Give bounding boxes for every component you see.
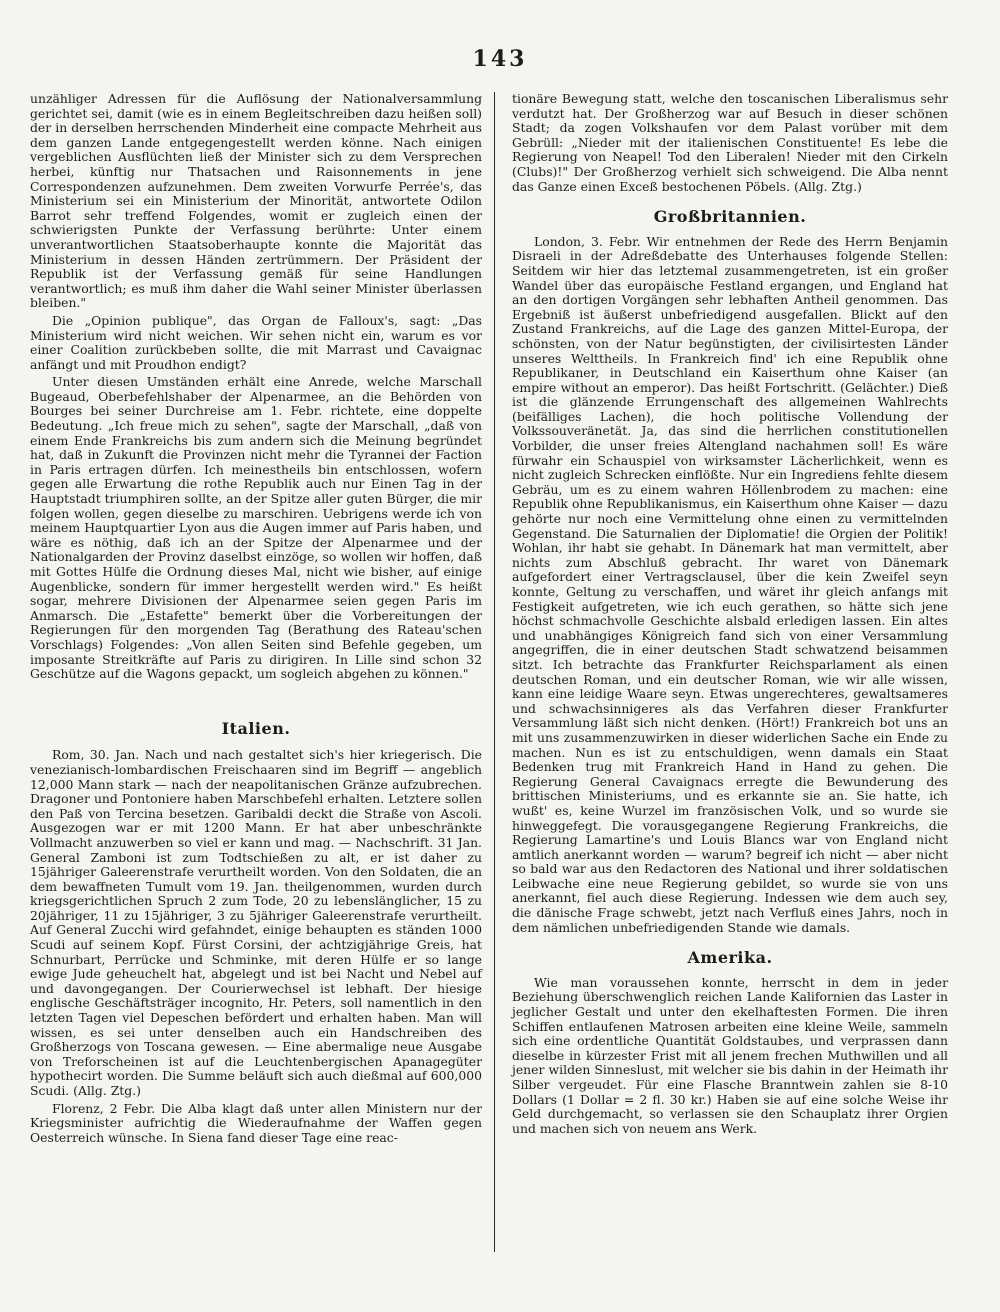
article-paragraph: London, 3. Febr. Wir entnehmen der Rede des Herrn Benjamin Disraeli in der Adreßdebatte des Unterhauses folgende Stellen: Seitdem wir hier das letztemal zusammengetreten, ist ein großer Wandel über das europäische Festland ergangen, und England hat an den dortigen Vorgängen sehr lebhaften Antheil genommen. Das Ergebniß ist äußerst unbefriedigend ausgefallen. Blickt auf den Zustand Frankreichs, auf die Lage des ganzen Mittel-Europa, der schönsten, von der Natur begünstigten, der civilisirtesten Länder unseres Welttheils. In Frankreich find' ich eine Republik ohne Republikaner, in Deutschland ein Kaiserthum ohne Kaiser (an empire without an emperor). Das heißt Fortschritt. (Gelächter.) Dieß ist die glänzende Errungenschaft des allgemeinen Wahlrechts (beifälliges Lachen), die hoch politische Vollendung der Volkssouveränetät. Ja, das sind die herrlichen constitutionellen Vorbilder, die unser freies Altengland nachahmen soll! Es wäre fürwahr ein Schauspiel von wirksamster Lächerlichkeit, wenn es nicht zugleich Schrecken einflößte. Nur ein Ingrediens fehlte diesem Gebräu, um es zu einem wahren Höllenbrodem zu machen: eine Republik ohne Republikanismus, ein Kaiserthum ohne Kaiser — dazu gehörte nur noch eine Vermittelung ohne einen zu vermittelnden Gegenstand. Die Saturnalien der Diplomatie! die Orgien der Politik! Wohlan, ihr habt sie gehabt. In Dänemark hat man vermittelt, aber nichts zum Abschluß gebracht. Ihr waret von Dänemark aufgefordert einer Vertragsclausel, über die kein Zweifel seyn konnte, Geltung zu verschaffen, und wäret ihr gleich anfangs mit Festigkeit aufgetreten, wie ich euch gerathen, so hätte sich jene höchst schmachvolle Geschichte alsbald erledigen lassen. Ein altes und unabhängiges Königreich fand sich von einer Versammlung angegriffen, die in einer deutschen Stadt schwatzend beisammen sitzt. Ich betrachte das Frankfurter Reichsparlament als einen deutschen Roman, und ein deutscher Roman, wie wir alle wissen, kann eine leidige Waare seyn. Etwas ungerechteres, gewaltsameres und schwachsinnigeres als das Verfahren dieser Frankfurter Versammlung läßt sich nicht denken. (Hört!) Frankreich bot uns an mit uns zusammenzuwirken in dieser widerlichen Sache ein Ende zu machen. Nun es ist zu entschuldigen, wenn damals ein Staat Bedenken trug mit Frankreich Hand in Hand zu gehen. Die Regierung General Cavaignacs erregte die Bewunderung des brittischen Ministeriums, und es erkannte sie an. Sie hatte, ich wußt' es, keine Wurzel im französischen Volk, und so wurde sie hinweggefegt. Die vorausgegangene Regierung Frankreichs, die Regierung Lamartine's und Louis Blancs war von England nicht amtlich anerkannt worden — warum? begreif ich nicht — aber nicht so bald war aus den Redactoren des National und ihrer soldatischen Leibwache eine neue Regierung gebildet, so wurde sie von uns anerkannt, fiel auch diese Regierung. Indessen wie dem auch sey, die dänische Frage schwebt, jetzt nach Verfluß eines Jahrs, noch in dem nämlichen unbefriedigenden Stande wie damals. <box>512 233 948 935</box>
article-paragraph: tionäre Bewegung statt, welche den toscanischen Liberalismus sehr verdutzt hat. Der Großherzog war auf Besuch in dieser schönen Stadt; da zogen Volkshaufen vor dem Palast vorüber mit dem Gebrüll: „Nieder mit der italienischen Constituente! Es lebe die Regierung von Neapel! Tod den Liberalen! Nieder mit den Cirkeln (Clubs)!" Der Großherzog verhielt sich schweigend. Die Alba nennt das Ganze einen Exceß bestochenen Pöbels. (Allg. Ztg.) <box>512 91 948 194</box>
article-paragraph: unzähliger Adressen für die Auflösung der Nationalversammlung gerichtet sei, damit (wie es in einem Begleitschreiben dazu heißen soll) der in derselben herrschenden Minderheit eine compacte Mehrheit aus dem ganzen Lande entgegengestellt werden könne. Nach einigen vergeblichen Ausflüchten ließ der Minister sich zu dem Versprechen herbei, künftig nur Thatsachen und Raisonnements in jene Correspondenzen aufzunehmen. Dem zweiten Vorwurfe Perrée's, das Ministerium sei ein Ministerium der Minorität, antwortete Odilon Barrot sehr treffend Folgendes, womit er zugleich einen der schwierigsten Punkte der Verfassung berührte: Unter einem unverantwortlichen Staatsoberhaupte konnte die Majorität das Ministerium in dessen Händen zertrümmern. Der Präsident der Republik ist der Verfassung gemäß für seine Handlungen verantwortlich; es muß ihm daher die Wahl seiner Minister überlassen bleiben." <box>30 91 482 311</box>
left-column <box>30 92 482 1148</box>
section-heading-amerika: Amerika. <box>687 948 773 968</box>
article-paragraph: Florenz, 2 Febr. Die Alba klagt daß unter allen Ministern nur der Kriegsminister aufrichtig die Wiederaufnahme der Waffen gegen Oesterreich wünsche. In Siena fand dieser Tage eine reac- <box>30 1100 482 1145</box>
article-paragraph: Wie man voraussehen konnte, herrscht in dem in jeder Beziehung überschwenglich reichen Lande Kalifornien das Laster in jeglicher Gestalt und unter den ekelhaftesten Formen. Die ihren Schiffen entlaufenen Matrosen arbeiten eine kleine Weile, sammeln sich eine ordentliche Quantität Goldstaubes, und verprassen dann dieselbe in kürzester Frist mit all jenem frechen Muthwillen und all jener wilden Sinneslust, mit welcher sie bis dahin in der Heimath ihr Silber vergeudet. Für eine Flasche Branntwein zahlen sie 8-10 Dollars (1 Dollar = 2 fl. 30 kr.) Haben sie auf eine solche Weise ihr Geld durchgemacht, so verlassen sie den Schauplatz ihrer Orgien und machen sich von neuem ans Werk. <box>512 974 948 1136</box>
article-paragraph: Die „Opinion publique", das Organ de Falloux's, sagt: „Das Ministerium wird nicht weichen. Wir sehen nicht ein, warum es vor einer Coalition zurückbeben sollte, die mit Marrast und Cavaignac anfängt und mit Proudhon endigt? <box>30 312 482 372</box>
section-heading-italien: Italien. <box>221 718 291 738</box>
article-paragraph: Rom, 30. Jan. Nach und nach gestaltet sich's hier kriegerisch. Die venezianisch-lombardischen Freischaaren sind im Begriff — angeblich 12,000 Mann stark — nach der neapolitanischen Gränze aufzubrechen. Dragoner und Pontoniere haben Marschbefehl erhalten. Letztere sollen den Paß von Tercina besetzen. Garibaldi deckt die Straße von Ascoli. Ausgezogen war er mit 1200 Mann. Er hat aber unbeschränkte Vollmacht anzuwerben so viel er kann und mag. — Nachschrift. 31 Jan. General Zamboni ist zum Todtschießen zu alt, er ist daher zu 15jähriger Galeerenstrafe verurtheilt worden. Von den Soldaten, die an dem bewaffneten Tumult vom 19. Jan. theilgenommen, wurden durch kriegsgerichtlichen Spruch 2 zum Tode, 20 zu lebenslänglicher, 15 zu 20jähriger, 11 zu 15jähriger, 3 zu 5jähriger Galeerenstrafe verurtheilt. Auf General Zucchi wird gefahndet, einige behaupten es ständen 1000 Scudi auf seinem Kopf. Fürst Corsini, der achtzigjährige Greis, hat Schnurbart, Perrücke und Schminke, mit deren Hülfe er so lange ewige Jude geheuchelt hat, abgelegt und ist bei Nacht und Nebel auf und davongegangen. Der Courierwechsel ist lebhaft. Der hiesige englische Geschäftsträger incognito, Hr. Peters, soll namentlich in den letzten Tagen viel Depeschen befördert und erhalten haben. Man will wissen, es sei unter denselben auch ein Handschreiben des Großherzogs von Toscana gewesen. — Eine abermalige neue Ausgabe von Treforscheinen ist auf die Leuchtenbergischen Apanagegüter hypothecirt worden. Die Summe beläuft sich auch dießmal auf 600,000 Scudi. (Allg. Ztg.) <box>30 747 482 1098</box>
section-heading-grossbritannien: Großbritannien. <box>653 207 807 227</box>
column-divider <box>494 92 495 1252</box>
right-column <box>512 92 948 1139</box>
page-number: 143 <box>472 46 528 72</box>
article-paragraph: Unter diesen Umständen erhält eine Anrede, welche Marschall Bugeaud, Oberbefehlshaber der Alpenarmee, an die Behörden von Bourges bei seiner Durchreise am 1. Febr. richtete, eine doppelte Bedeutung. „Ich freue mich zu sehen", sagte der Marschall, „daß von einem Ende Frankreichs bis zum andern sich die Meinung begründet hat, daß in Zukunft die Provinzen nicht mehr die Tyrannei der Faction in Paris ertragen dürfen. Ich meinestheils bin entschlossen, wofern gegen alle Erwartung die rothe Republik auch nur Einen Tag in der Hauptstadt triumphiren sollte, an der Spitze aller guten Bürger, die mir folgen wollen, gegen dieselbe zu marschiren. Uebrigens werde ich von meinem Hauptquartier Lyon aus die Augen immer auf Paris haben, und wäre es nöthig, daß ich an der Spitze der Alpenarmee und der Nationalgarden der Provinz daselbst einzöge, so wollen wir hoffen, daß mit Gottes Hülfe die Ordnung dieses Mal, nicht wie bisher, auf einige Augenblicke, sondern für immer hergestellt werden wird." Es heißt sogar, mehrere Divisionen der Alpenarmee seien gegen Paris im Anmarsch. Die „Estafette" bemerkt über die Vorbereitungen der Regierungen für den morgenden Tag (Berathung des Rateau'schen Vorschlags) Folgendes: „Von allen Seiten sind Befehle gegeben, um imposante Streitkräfte auf Paris zu dirigiren. In Lille sind schon 32 Geschütze auf die Wagons gepackt, um sogleich abgehen zu können." <box>30 374 482 682</box>
